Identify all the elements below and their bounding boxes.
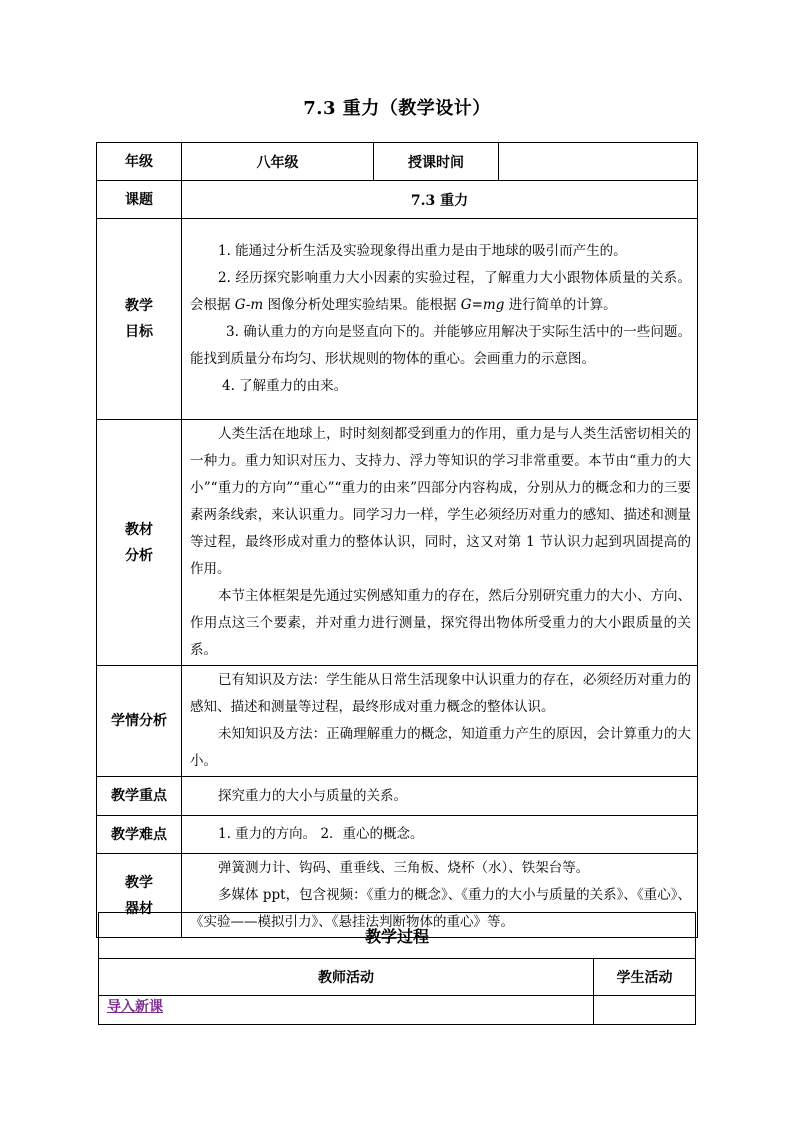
teaching-process-table (98, 912, 696, 1025)
grade-value: 八年级 (182, 143, 374, 181)
objectives-label-line1: 教学 (125, 298, 153, 314)
material-paragraph-2: 本节主体框架是先通过实例感知重力的存在，然后分别研究重力的大小、方向、作用点这三个要素，并对重力进行测量，探究得出物体所受重力的大小跟质量的关系。 (190, 588, 691, 658)
topic-label: 课题 (97, 181, 182, 219)
time-label: 授课时间 (374, 143, 499, 181)
material-label (97, 420, 182, 666)
objective-item-3: 3. 确认重力的方向是竖直向下的。并能够应用解决于实际生活中的一些问题。能找到质量分布均匀、形状规则的物体的重心。会画重力的示意图。 (190, 324, 691, 367)
time-value (499, 143, 698, 181)
gm-graph-term: G-m (234, 297, 264, 313)
objective-item-4: 4. 了解重力的由来。 (222, 378, 348, 394)
objectives-label (97, 219, 182, 420)
key-point-text: 探究重力的大小与质量的关系。 (218, 787, 407, 804)
difficulty-label: 教学难点 (97, 816, 182, 854)
grade-label: 年级 (97, 143, 182, 181)
learner-label: 学情分析 (97, 666, 182, 777)
material-label-line2: 分析 (125, 547, 153, 564)
gravity-formula: G=mg (460, 297, 505, 313)
learner-content (182, 666, 698, 777)
difficulty-content (182, 816, 698, 854)
topic-value: 7.3 重力 (182, 181, 698, 219)
difficulty-text: 1. 重力的方向。 2．重心的概念。 (218, 826, 424, 842)
process-header: 教学过程 (99, 913, 696, 959)
key-point-content (182, 777, 698, 816)
objectives-label-line2: 目标 (125, 324, 153, 340)
equipment-paragraph-1: 弹簧测力计、钩码、重垂线、三角板、烧杯（水）、铁架台等。 (218, 860, 590, 876)
objective-item-1: 1. 能通过分析生活及实验现象得出重力是由于地球的吸引而产生的。 (218, 243, 627, 259)
objectives-content (182, 219, 698, 420)
material-label-line1: 教材 (125, 521, 153, 538)
objective-item-2: 2. 经历探究影响重力大小因素的实验过程，了解重力大小跟物体质量的关系。会根据 G-m 图像分析处理实验结果。能根据 G=mg 进行简单的计算。 (190, 270, 691, 313)
intro-cell (99, 996, 594, 1025)
student-activity-header: 学生活动 (594, 959, 696, 996)
key-point-label: 教学重点 (97, 777, 182, 816)
material-content (182, 420, 698, 666)
learner-paragraph-1: 已有知识及方法：学生能从日常生活现象中认识重力的存在，必须经历对重力的感知、描述和测量等过程，最终形成对重力概念的整体认识。 (190, 672, 691, 715)
equipment-paragraph-2: 多媒体 ppt，包含视频：《重力的概念》、《重力的大小与质量的关系》、《重心》、《实验——模拟引力》、《悬挂法判断物体的重心》等。 (190, 887, 691, 930)
teacher-activity-header: 教师活动 (99, 959, 594, 996)
learner-paragraph-2: 未知知识及方法：正确理解重力的概念，知道重力产生的原因，会计算重力的大小。 (190, 726, 691, 769)
intro-student-cell (594, 996, 696, 1025)
equipment-label-line2: 器材 (125, 900, 153, 917)
intro-link[interactable]: 导入新课 (107, 999, 163, 1015)
equipment-label-line1: 教学 (125, 874, 153, 891)
lesson-plan-table (96, 142, 698, 938)
page-title: 7.3 重力（教学设计） (303, 98, 491, 119)
material-paragraph-1: 人类生活在地球上，时时刻刻都受到重力的作用，重力是与人类生活密切相关的一种力。重力知识对压力、支持力、浮力等知识的学习非常重要。本节由“重力的大小”“重力的方向”“重心”“重力的由来”四部分内容构成，分别从力的概念和力的三要素两条线索，来认识重力。同学习力一样，学生必须经历对重力的感知、描述和测量等过程，最终形成对重力的整体认识，同时，这又对第 1 节认识力起到巩固提高的作用。 (190, 426, 691, 577)
